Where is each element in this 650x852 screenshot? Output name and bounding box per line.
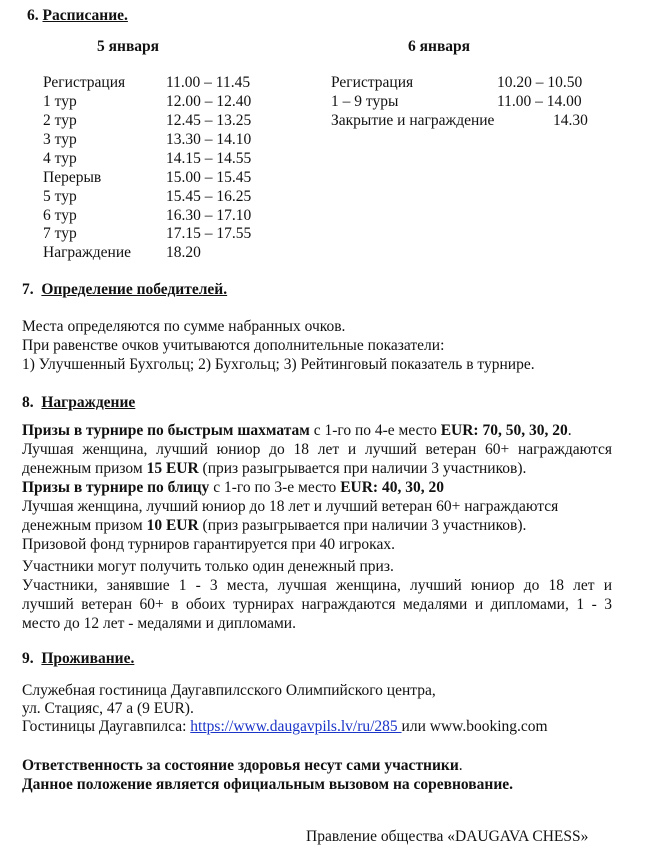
row-time: 14.15 – 14.55	[166, 150, 252, 167]
row-time: 14.30	[553, 112, 588, 129]
section-title: Проживание.	[41, 650, 135, 667]
one-prize-note: Участники могут получить только один денежный приз.	[22, 558, 394, 575]
blitz-prizes-line	[22, 478, 444, 497]
text: с 1-го по 3-е место	[209, 479, 341, 496]
row-label: 7 тур	[43, 225, 77, 242]
text: (приз разыгрывается при наличии 3 участников).	[198, 460, 527, 477]
section-number: 8.	[22, 394, 34, 411]
medals-line: лучший ветеран 60+ в обоих турнирах награждаются медалями и дипломами, 1 - 3	[22, 596, 612, 613]
row-label: 4 тур	[43, 150, 77, 167]
text: или www.booking.com	[401, 718, 548, 735]
row-time: 12.45 – 13.25	[166, 112, 252, 129]
row-label: 6 тур	[43, 207, 77, 224]
blitz-heading: Призы в турнире по блицу	[22, 479, 210, 496]
row-label: 1 тур	[43, 93, 77, 110]
signature: Правление общества «DAUGAVA CHESS»	[306, 828, 589, 845]
text: .	[567, 422, 572, 439]
row-time: 13.30 – 14.10	[166, 131, 252, 148]
section-title: Определение победителей.	[41, 281, 228, 298]
daugavpils-hotels-link[interactable]: https://www.daugavpils.lv/ru/285	[190, 718, 402, 735]
row-label: 5 тур	[43, 188, 77, 205]
official-invitation-note: Данное положение является официальным вызовом на соревнование.	[22, 776, 514, 793]
row-time: 12.00 – 12.40	[166, 93, 252, 110]
section-number: 9.	[22, 650, 34, 667]
rapid-heading: Призы в турнире по быстрым шахматам	[22, 422, 310, 439]
section-number: 6.	[27, 7, 39, 24]
row-label: Регистрация	[331, 74, 414, 91]
row-label: 1 – 9 туры	[331, 93, 399, 110]
section-7-heading	[22, 281, 227, 299]
row-label: 2 тур	[43, 112, 77, 129]
blitz-prize-amounts: EUR: 40, 30, 20	[340, 479, 444, 496]
row-label: Перерыв	[43, 169, 102, 186]
row-time: 11.00 – 11.45	[166, 74, 251, 91]
rapid-special-prize	[22, 459, 526, 478]
responsibility-note	[22, 756, 463, 775]
row-label: Регистрация	[43, 74, 126, 91]
row-time: 15.00 – 15.45	[166, 169, 252, 186]
text: Гостиницы Даугавпилса:	[22, 718, 191, 735]
rapid-special-line: Лучшая женщина, лучший юниор до 18 лет и лучший ветеран 60+ награждаются	[22, 441, 612, 458]
paragraph: При равенстве очков учитываются дополнительные показатели:	[22, 337, 445, 354]
row-label: 3 тур	[43, 131, 77, 148]
day1-title: 5 января	[97, 38, 160, 55]
text: .	[458, 757, 463, 774]
hotels-line	[22, 717, 548, 736]
blitz-special-line: Лучшая женщина, лучший юниор до 18 лет и лучший ветеран 60+ награждаются	[22, 498, 559, 515]
rapid-prize-amounts: EUR: 70, 50, 30, 20	[440, 422, 568, 439]
medals-line: место до 12 лет - медалями и дипломами.	[22, 615, 296, 632]
section-6-heading	[27, 7, 128, 25]
row-label: Награждение	[43, 244, 132, 261]
row-label: Закрытие и награждение	[331, 112, 495, 129]
row-time: 16.30 – 17.10	[166, 207, 252, 224]
row-time: 11.00 – 14.00	[497, 93, 582, 110]
hotel-line: Служебная гостиница Даугавпилсского Олимпийского центра,	[22, 682, 436, 699]
section-number: 7.	[22, 281, 34, 298]
section-title: Награждение	[41, 394, 136, 411]
hotel-address: ул. Стацияс, 47 a (9 EUR).	[22, 700, 194, 717]
section-title: Расписание.	[42, 7, 128, 24]
prize-amount: 10 EUR	[146, 517, 199, 534]
paragraph: 1) Улучшенный Бухгольц; 2) Бухгольц; 3) Рейтинговый показатель в турнире.	[22, 356, 535, 373]
medals-line: Участники, занявшие 1 - 3 места, лучшая женщина, лучший юниор до 18 лет и	[22, 577, 612, 594]
prize-amount: 15 EUR	[146, 460, 199, 477]
paragraph: Места определяются по сумме набранных очков.	[22, 318, 346, 335]
section-8-heading	[22, 394, 135, 412]
row-time: 10.20 – 10.50	[497, 74, 583, 91]
text: денежным призом	[22, 460, 147, 477]
prize-fund-note: Призовой фонд турниров гарантируется при 40 игроках.	[22, 536, 395, 553]
section-9-heading	[22, 650, 134, 668]
rapid-prizes-line	[22, 421, 572, 440]
row-time: 17.15 – 17.55	[166, 225, 252, 242]
row-time: 18.20	[166, 244, 201, 261]
row-time: 15.45 – 16.25	[166, 188, 252, 205]
text: денежным призом	[22, 517, 147, 534]
text: с 1-го по 4-е место	[309, 422, 441, 439]
text: (приз разыгрывается при наличии 3 участников).	[198, 517, 527, 534]
text: Ответственность за состояние здоровья несут сами участники	[22, 757, 459, 774]
blitz-special-prize	[22, 516, 526, 535]
day2-title: 6 января	[408, 38, 471, 55]
